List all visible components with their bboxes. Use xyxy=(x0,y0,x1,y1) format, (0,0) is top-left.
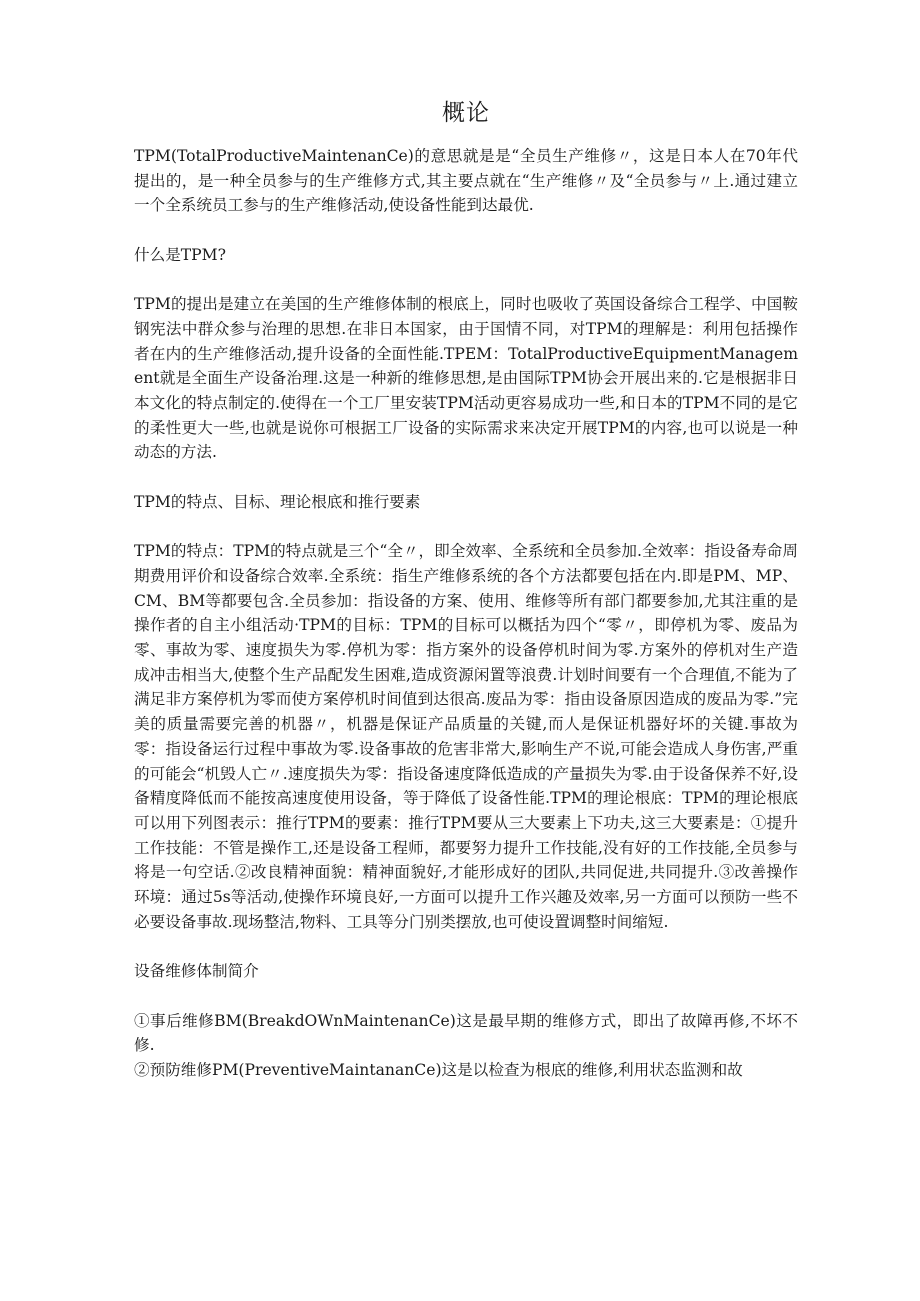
spacer xyxy=(134,268,798,293)
intro-paragraph: TPM(TotalProductiveMaintenanCe)的意思就是是“全员生产维修〃，这是日本人在70年代提出的，是一种全员参与的生产维修方式,其主要点就在“生产维修〃及“全员参与〃上.通过建立一个全系统员工参与的生产维修活动,使设备性能到达最优. xyxy=(134,147,798,215)
section-heading: 设备维修体制简介 xyxy=(134,962,259,981)
spacer xyxy=(134,934,798,959)
body-paragraph: TPM的特点：TPM的特点就是三个“全〃，即全效率、全系统和全员参加.全效率：指设备寿命周期费用评价和设备综合效率.全系统：指生产维修系统的各个方法都要包括在内.即是PM、MP、CM、BM等都要包含.全员参加：指设备的方案、使用、维修等所有部门都要参加,尤其注重的是操作者的自主小组活动·TPM的目标：TPM的目标可以概括为四个“零〃，即停机为零、废品为零、事故为零、速度损失为零.停机为零：指方案外的设备停机时间为零.方案外的停机对生产造成冲击相当大,使整个生产品配发生困难,造成资源闲置等浪费.计划时间要有一个合理值,不能为了满足非方案停机为零而使方案停机时间值到达很高.废品为零：指由设备原因造成的废品为零.”完美的质量需要完善的机器〃，机器是保证产品质量的关键,而人是保证机器好坏的关键.事故为零：指设备运行过程中事故为零.设备事故的危害非常大,影响生产不说,可能会造成人身伤害,严重的可能会“机毁人亡〃.速度损失为零：指设备速度降低造成的产量损失为零.由于设备保养不好,设备精度降低而不能按高速度使用设备，等于降低了设备性能.TPM的理论根底：TPM的理论根底可以用下列图表示：推行TPM的要素：推行TPM要从三大要素上下功夫,这三大要素是：①提升工作技能：不管是操作工,还是设备工程师，都要努力提升工作技能,没有好的工作技能,全员参与将是一句空话.②改良精神面貌：精神面貌好,才能形成好的团队,共同促进,共同提升.③改善操作环境：通过5s等活动,使操作环境良好,一方面可以提升工作兴趣及效率,另一方面可以预防一些不必要设备事故.现场整洁,物料、工具等分门别类摆放,也可使设置调整时间缩短. xyxy=(134,542,798,931)
page-title: 概论 xyxy=(442,100,490,126)
section-heading: TPM的特点、目标、理论根底和推行要素 xyxy=(134,492,421,511)
body-paragraph: ①事后维修BM(BreakdOWnMaintenanCe)这是最早期的维修方式，即出了故障再修,不坏不修. xyxy=(134,1011,798,1055)
section-heading: 什么是TPM? xyxy=(134,245,227,264)
spacer xyxy=(134,984,798,1009)
spacer xyxy=(134,218,798,243)
body-paragraph: TPM的提出是建立在美国的生产维修体制的根底上，同时也吸收了英国设备综合工程学、中国鞍钢宪法中群众参与治理的思想.在非日本国家，由于国情不同，对TPM的理解是：利用包括操作者在内的生产维修活动,提升设备的全面性能.TPEM：TotalProductiveEquipmentManagement就是全面生产设备治理.这是一种新的维修思想,是由国际TPM协会开展出来的.它是根据非日本文化的特点制定的.使得在一个工厂里安装TPM活动更容易成功一些,和日本的TPM不同的是它的柔性更大一些,也就是说你可根据工厂设备的实际需求来决定开展TPM的内容,也可以说是一种动态的方法. xyxy=(134,295,798,462)
body-paragraph: ②预防维修PM(PreventiveMaintananCe)这是以检查为根底的维修,利用状态监测和故 xyxy=(134,1060,743,1079)
spacer xyxy=(134,515,798,540)
spacer xyxy=(134,465,798,490)
